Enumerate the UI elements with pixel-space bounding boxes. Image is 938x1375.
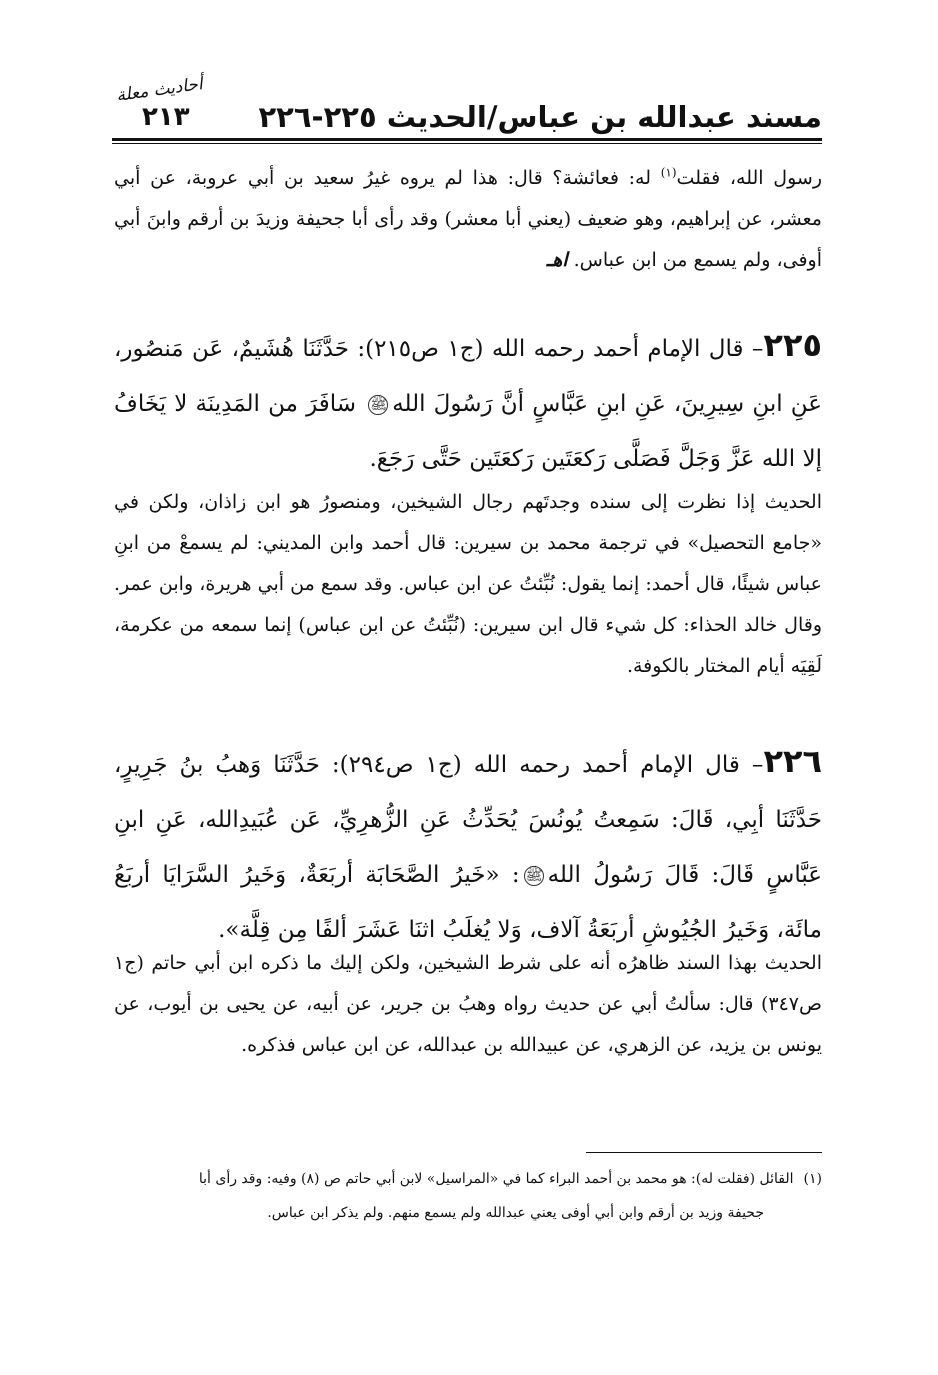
page-number: ٢١٣ — [142, 102, 190, 132]
footnote-reference: (١) — [660, 165, 677, 180]
hadith-225 — [114, 318, 822, 487]
handwritten-note: أحاديث معلة — [115, 74, 204, 106]
hadith-text: قال الإمام أحمد رحمه الله (ج١ ص٢١٥): حَدَّثَنَا هُشَيمٌ، عَن مَنصُور، عَنِ ابنِ سِيرِينَ، عَنِ ابنِ عَبَّاسٍ أنَّ رَسُولَ الله — [114, 336, 822, 417]
footnotes — [114, 1162, 822, 1230]
hadith-number: ٢٢٥ — [763, 326, 823, 364]
end-mark: اهـ — [546, 249, 568, 271]
page-header — [112, 74, 822, 142]
salawat-icon: ﷺ — [524, 866, 544, 886]
hadith-text-continued: : «خَيرُ الصَّحَابَة أربَعَةٌ، وَخَيرُ السَّرَايَا أربَعُ مائَة، وَخَيرُ الجُيُوشِ أربَعَةُ آلاف، وَلا يُغلَبُ اثنَا عَشَرَ ألفًا مِن قِلَّة». — [114, 862, 822, 943]
footnote-marker: (١) — [803, 1171, 822, 1187]
running-title: مسند عبدالله بن عباس/الحديث ٢٢٥-٢٢٦ — [258, 100, 822, 134]
intro-paragraph — [114, 158, 822, 281]
hadith-text-continued: سَافَرَ من المَدِينَة لا يَخَافُ إلا الله عَزَّ وَجَلَّ فَصَلَّى رَكعَتَين رَكعَتَين حَتَّى رَجَعَ. — [114, 391, 822, 472]
commentary-225: الحديث إذا نظرت إلى سنده وجدتَهم رجال الشيخين، ومنصورُ هو ابن زاذان، ولكن في «جامع التحصيل» في ترجمة محمد بن سيرين: قال أحمد وابن المديني: لم يسمعْ من ابنِ عباس شيئًا، قال أحمد: إنما يقول: نُبِّئتُ عن ابن عباس. وقد سمع من أبي هريرة، وابن عمر. وقال خالد الحذاء: كل شيء قال ابن سيرين: (نُبِّئتُ عن ابن عباس) إنما سمعه من عكرمة، لَقِيَه أيام المختار بالكوفة. — [114, 491, 822, 677]
footnote-text: القائل (فقلت له): هو محمد بن أحمد البراء كما في «المراسيل» لابن أبي حاتم ص (٨) وفيه: وقد رأى أبا — [198, 1171, 794, 1187]
hadith-dash: – — [739, 752, 764, 778]
header-rule-thin — [112, 143, 822, 144]
hadith-number: ٢٢٦ — [763, 742, 823, 780]
intro-text-start: رسول الله، فقلت — [676, 167, 822, 189]
salawat-icon: ﷺ — [368, 395, 388, 415]
hadith-226 — [114, 734, 822, 958]
header-rule — [112, 138, 822, 141]
footnote-separator — [586, 1152, 822, 1153]
hadith-dash: – — [743, 336, 764, 362]
footnote-text-continued: جحيفة وزيد بن أرقم وابن أبي أوفى يعني عبدالله ولم يسمع منهم. ولم يذكر ابن عباس. — [267, 1205, 764, 1221]
intro-text: له: فعائشة؟ قال: هذا لم يروه غيرُ سعيد بن أبي عروبة، عن أبي معشر، عن إبراهيم، وهو ضعيف (يعني أبا معشر) وقد رأى أبا جحيفة وزيدَ بن أرقم وابنَ أبي أوفى، ولم يسمع من ابن عباس. — [114, 167, 822, 271]
hadith-text: قال الإمام أحمد رحمه الله (ج١ ص٢٩٤): حَدَّثَنَا وَهبُ بنُ جَرِيرٍ، حَدَّثَنَا أبِي، قَالَ: سَمِعتُ يُونُسَ يُحَدِّثُ عَنِ الزُّهرِيِّ، عَن عُبَيدِالله، عَنِ ابنِ عَبَّاسٍ قَالَ: قَالَ رَسُولُ الله — [114, 752, 822, 888]
commentary-226: الحديث بهذا السند ظاهرُه أنه على شرط الشيخين، ولكن إليك ما ذكره ابن أبي حاتم (ج١ ص٣٤٧) قال: سألتُ أبي عن حديث رواه وهبُ بن جرير، عن أبيه، عن يحيى بن أيوب، عن يونس بن يزيد، عن الزهري، عن عبيدالله بن عبدالله، عن ابن عباس فذكره. — [114, 952, 822, 1056]
